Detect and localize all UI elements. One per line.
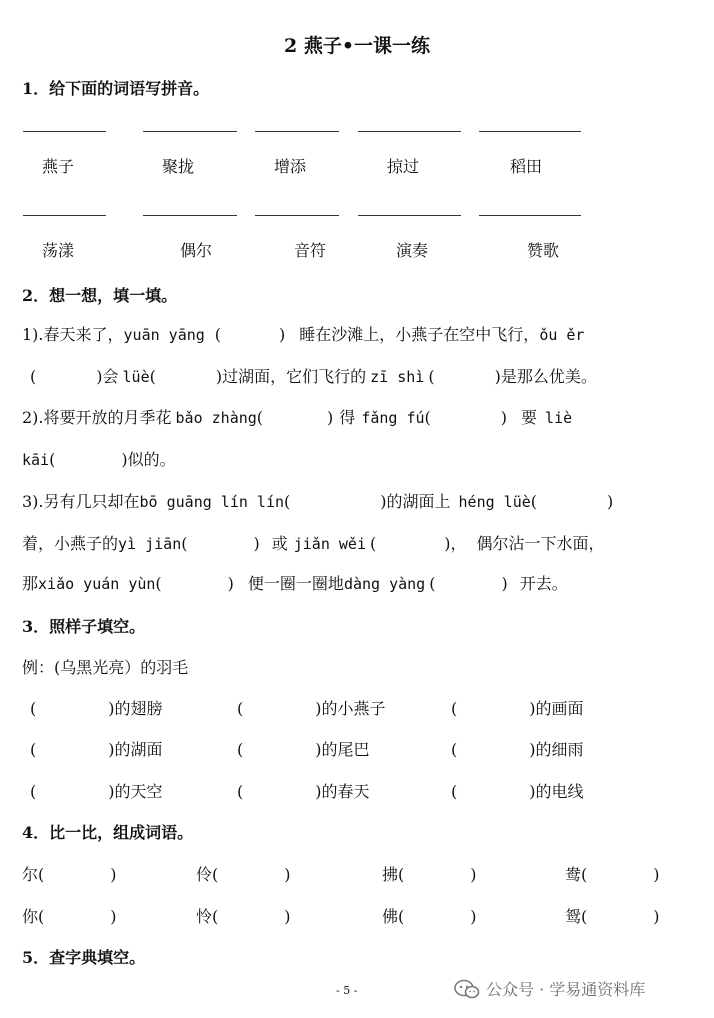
text: 1).春天来了， (22, 325, 124, 344)
watermark-text: 公众号 · 学易通资料库 (486, 980, 646, 999)
word: 偶尔 (180, 241, 213, 260)
word: 赞歌 (527, 241, 560, 260)
answer-blank[interactable]: ( ) (149, 367, 223, 386)
char: 伶 (196, 865, 213, 884)
pinyin: bō guāng lín lín (139, 493, 285, 511)
pinyin: xiǎo yuán yùn (38, 575, 156, 593)
char: 你 (22, 907, 39, 926)
pinyin: dàng yàng (343, 575, 426, 593)
pinyin-blank[interactable] (143, 131, 237, 132)
answer-blank[interactable]: ( ) (428, 367, 501, 386)
text: 3).另有几只却在 (22, 492, 140, 511)
phrase: 的小燕子 (321, 699, 386, 718)
char: 鸯 (565, 865, 582, 884)
text: 的湖面上 (386, 492, 451, 511)
word: 演奏 (396, 241, 429, 260)
watermark (454, 977, 645, 1000)
char-pair[interactable]: 佛( ) (382, 907, 477, 926)
pinyin: kāi (22, 451, 50, 469)
answer-blank[interactable]: ( )的湖面 (30, 740, 163, 759)
wechat-icon (454, 979, 480, 999)
pinyin: bǎo zhàng (175, 409, 257, 427)
word: 聚拢 (162, 157, 195, 176)
example-line: 例：(乌黑光亮）的羽毛 (22, 658, 189, 677)
answer-blank[interactable]: ( ) (284, 492, 387, 511)
pinyin-blank[interactable] (479, 131, 581, 132)
pinyin: héng lüè (458, 493, 531, 511)
phrase: 的电线 (535, 782, 584, 801)
phrase: 的春天 (321, 782, 370, 801)
pinyin-blank[interactable] (358, 215, 461, 216)
pinyin-blank[interactable] (143, 215, 237, 216)
answer-blank[interactable]: ( )的天空 (30, 782, 163, 801)
fill-line-5 (22, 489, 613, 512)
section-5-heading: 5．查字典填空。 (22, 948, 146, 967)
text: 或 (271, 534, 288, 553)
text: 睡在沙滩上，小燕子在空中飞行， (299, 325, 540, 344)
answer-blank[interactable]: ( )的小燕子 (237, 699, 386, 718)
answer-blank[interactable]: ( )的细雨 (451, 740, 584, 759)
pinyin: yì jiān (118, 535, 182, 553)
fill-line-2 (30, 364, 597, 387)
pinyin: liè (545, 409, 573, 427)
text: 开去。 (519, 574, 568, 593)
pinyin: jiǎn wěi (293, 535, 366, 553)
word: 燕子 (42, 157, 75, 176)
phrase: 的尾巴 (321, 740, 370, 759)
answer-blank[interactable]: ( )的画面 (451, 699, 584, 718)
text: 会 (102, 367, 119, 386)
char-pair[interactable]: 你( ) (22, 907, 117, 926)
phrase: 的画面 (535, 699, 584, 718)
phrase: 的湖面 (114, 740, 163, 759)
answer-blank[interactable]: ( ) (181, 534, 260, 553)
answer-blank[interactable]: ( ) (155, 574, 234, 593)
pinyin-blank[interactable] (23, 215, 106, 216)
answer-blank[interactable]: ( ) (530, 492, 614, 511)
char: 鸳 (565, 907, 582, 926)
word: 荡漾 (42, 241, 75, 260)
answer-blank[interactable]: ( )的翅膀 (30, 699, 163, 718)
char-pair[interactable]: 尔( ) (22, 865, 117, 884)
word: 稻田 (510, 157, 543, 176)
phrase: 的天空 (114, 782, 163, 801)
text: 是那么优美。 (500, 367, 597, 386)
answer-blank[interactable]: ( ) (429, 574, 508, 593)
text: 要 (521, 408, 538, 427)
answer-blank[interactable]: ( ) (370, 534, 451, 553)
text: 那 (22, 574, 39, 593)
fill-line-3 (22, 405, 572, 428)
char: 佛 (382, 907, 399, 926)
char: 尔 (22, 865, 39, 884)
text: 得 (339, 408, 356, 427)
section-2-heading: 2．想一想，填一填。 (22, 286, 178, 305)
char-pair[interactable]: 怜( ) (196, 907, 291, 926)
section-3-heading: 3．照样子填空。 (22, 617, 146, 636)
pinyin-blank[interactable] (358, 131, 461, 132)
text: 偶尔沾一下水面， (476, 534, 605, 553)
text: 2).将要开放的月季花 (22, 408, 172, 427)
pinyin: zī shì (370, 368, 425, 386)
char-pair[interactable]: 鸳( ) (565, 907, 660, 926)
pinyin-blank[interactable] (23, 131, 106, 132)
section-1-heading: 1．给下面的词语写拼音。 (22, 79, 210, 98)
char-pair[interactable]: 伶( ) (196, 865, 291, 884)
answer-blank[interactable]: ( )的尾巴 (237, 740, 370, 759)
phrase: 的细雨 (535, 740, 584, 759)
answer-blank[interactable]: ( ) (424, 408, 508, 427)
pinyin: yuān yāng (123, 326, 205, 344)
fill-line-4 (22, 447, 176, 470)
text: ， (450, 534, 467, 553)
text: 着，小燕子的 (22, 534, 119, 553)
char: 怜 (196, 907, 213, 926)
word: 掠过 (387, 157, 420, 176)
phrase: 的翅膀 (114, 699, 163, 718)
answer-blank[interactable]: ( )的电线 (451, 782, 584, 801)
page-number: - 5 - (336, 984, 358, 997)
fill-line-6 (22, 531, 605, 554)
word: 音符 (294, 241, 327, 260)
text: 便一圈一圈地 (247, 574, 344, 593)
page-title: 2 燕子•一课一练 (284, 35, 430, 57)
pinyin-blank[interactable] (255, 131, 339, 132)
fill-line-7 (22, 571, 568, 594)
answer-blank[interactable]: ( ) (214, 325, 286, 344)
text: 过湖面，它们飞行的 (222, 367, 367, 386)
answer-blank[interactable]: ( ) (30, 367, 103, 386)
pinyin-blank[interactable] (479, 215, 581, 216)
text: 似的。 (127, 450, 176, 469)
char: 拂 (382, 865, 399, 884)
section-4-heading: 4．比一比，组成词语。 (22, 823, 194, 842)
char-pair[interactable]: 鸯( ) (565, 865, 660, 884)
answer-blank[interactable]: ( )的春天 (237, 782, 370, 801)
answer-blank[interactable]: ( ) (49, 450, 128, 469)
pinyin: ǒu ěr (539, 326, 585, 344)
answer-blank[interactable]: ( ) (256, 408, 334, 427)
pinyin-blank[interactable] (255, 215, 339, 216)
fill-line-1 (22, 322, 584, 345)
char-pair[interactable]: 拂( ) (382, 865, 477, 884)
pinyin: lüè (122, 368, 150, 386)
pinyin: fǎng fú (361, 409, 425, 427)
word: 增添 (274, 157, 307, 176)
